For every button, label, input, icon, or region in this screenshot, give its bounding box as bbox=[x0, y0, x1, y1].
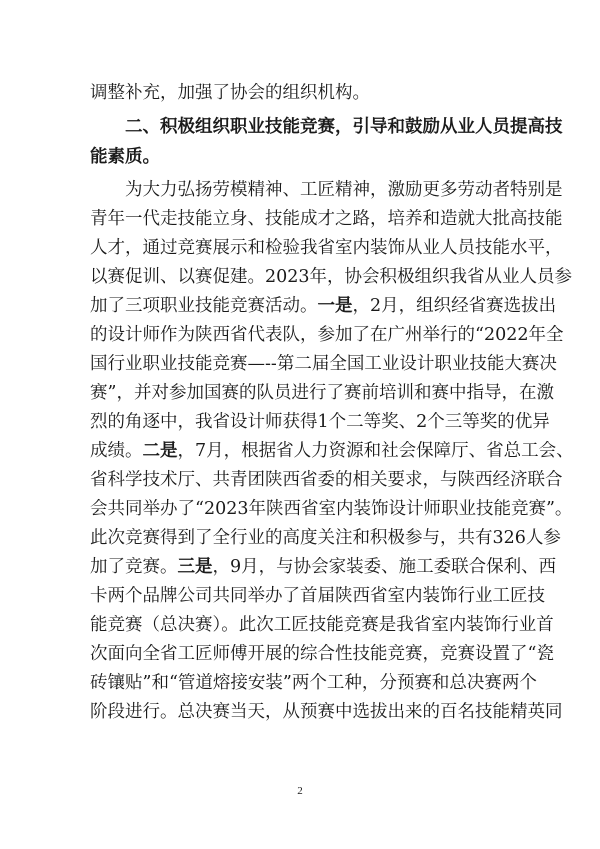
text-line bbox=[90, 438, 574, 464]
text-line bbox=[90, 554, 557, 580]
text-line: 烈的角逐中，我省设计师获得1个二等奖、2个三等奖的优异 bbox=[90, 412, 550, 432]
text-line: 阶段进行。总决赛当天，从预赛中选拔出来的百名技能精英同 bbox=[90, 702, 563, 722]
text-line: 能竞赛（总决赛）。此次工匠技能竞赛是我省室内装饰行业首 bbox=[90, 615, 554, 635]
text-line: 的设计师作为陕西省代表队，参加了在广州举行的“2022年全 bbox=[90, 325, 564, 345]
page-number: 2 bbox=[297, 785, 303, 797]
text-run: ，9月，与协会家装委、施工委联合保利、西 bbox=[212, 557, 557, 577]
text-line: 次面向全省工匠师傅开展的综合性技能竞赛，竞赛设置了“瓷 bbox=[90, 644, 554, 664]
section-heading: 二、积极组织职业技能竞赛，引导和鼓励从业人员提高技 bbox=[125, 117, 563, 137]
bold-marker: 三是 bbox=[177, 557, 213, 577]
text-run: ，7月，根据省人力资源和社会保障厅、省总工会、 bbox=[177, 441, 574, 461]
text-line: 省科学技术厅、共青团陕西省委的相关要求，与陕西经济联合 bbox=[90, 470, 563, 490]
text-line: 国行业职业技能竞赛—--第二届全国工业设计职业技能大赛决 bbox=[90, 354, 557, 374]
text-line: 会共同举办了“2023年陕西省室内装饰设计师职业技能竞赛”。 bbox=[90, 499, 573, 519]
text-line: 卡两个品牌公司共同举办了首届陕西省室内装饰行业工匠技 bbox=[90, 586, 545, 606]
text-line: 青年一代走技能立身、技能成才之路，培养和造就大批高技能 bbox=[90, 209, 563, 229]
text-line: 为大力弘扬劳模精神、工匠精神，激励更多劳动者特别是 bbox=[125, 180, 563, 200]
text-line: 人才，通过竞赛展示和检验我省室内装饰从业人员技能水平， bbox=[90, 238, 563, 258]
text-line: 砖镶贴”和“管道熔接安装”两个工种，分预赛和总决赛两个 bbox=[90, 673, 537, 693]
text-line bbox=[90, 293, 557, 319]
text-run: 成绩。 bbox=[90, 441, 143, 461]
text-line: 赛”，并对参加国赛的队员进行了赛前培训和赛中指导，在激 bbox=[90, 383, 554, 403]
text-run: 加了三项职业技能竞赛活动。 bbox=[90, 296, 318, 316]
bold-marker: 一是 bbox=[317, 296, 353, 316]
text-run: 加了竞赛。 bbox=[90, 557, 178, 577]
text-line: 调整补充，加强了协会的组织机构。 bbox=[90, 83, 370, 103]
section-heading-cont: 能素质。 bbox=[90, 147, 160, 167]
text-line: 以赛促训、以赛促建。2023年，协会积极组织我省从业人员参 bbox=[90, 267, 573, 287]
text-line: 此次竞赛得到了全行业的高度关注和积极参与，共有326人参 bbox=[90, 528, 561, 548]
text-run: ，2月，组织经省赛选拔出 bbox=[352, 296, 557, 316]
bold-marker: 二是 bbox=[142, 441, 178, 461]
